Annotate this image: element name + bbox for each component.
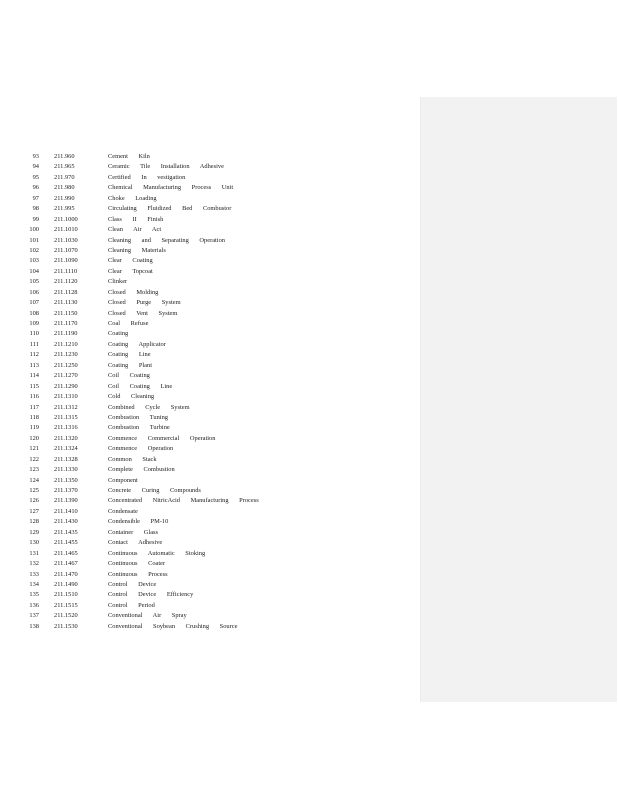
section-code: 211.1170 bbox=[54, 320, 78, 327]
defined-term: Coating bbox=[108, 330, 129, 338]
section-code: 211.1310 bbox=[54, 393, 78, 401]
defined-term: Cleaning and Separating Operation bbox=[108, 236, 225, 244]
row-number: 121 bbox=[29, 445, 39, 453]
defined-term: Coil Coating Line bbox=[108, 382, 173, 390]
list-row bbox=[0, 225, 410, 235]
defined-term: Condensate bbox=[108, 507, 138, 515]
defined-term: Clear Coating bbox=[108, 257, 153, 265]
list-row bbox=[0, 152, 410, 162]
list-row bbox=[0, 455, 410, 465]
row-number: 120 bbox=[29, 434, 39, 442]
defined-term: Closed Purge System bbox=[108, 299, 181, 307]
row-number: 124 bbox=[29, 476, 39, 484]
row-number: 107 bbox=[29, 299, 39, 307]
defined-term: Control Device bbox=[108, 580, 157, 588]
section-code: 211.1435 bbox=[54, 528, 78, 536]
list-row bbox=[0, 246, 410, 256]
row-number: 100 bbox=[29, 226, 39, 234]
section-code: 211.1030 bbox=[54, 236, 78, 244]
list-row bbox=[0, 549, 410, 559]
list-row bbox=[0, 559, 410, 569]
row-number: 111 bbox=[29, 340, 39, 348]
section-code: 211.1470 bbox=[54, 570, 78, 578]
defined-term: Clinker bbox=[108, 278, 128, 286]
row-number: 118 bbox=[29, 413, 39, 421]
section-code: 211.1010 bbox=[54, 226, 78, 234]
defined-term: Commence Commercial Operation bbox=[108, 434, 216, 442]
list-row bbox=[0, 194, 410, 204]
defined-term: Ceramic Tile Installation Adhesive bbox=[108, 163, 224, 171]
row-number: 98 bbox=[32, 205, 39, 213]
list-row bbox=[0, 486, 410, 496]
list-row bbox=[0, 309, 410, 319]
row-number: 94 bbox=[32, 163, 39, 171]
section-code: 211.1520 bbox=[54, 612, 78, 620]
section-code: 211.1328 bbox=[54, 455, 78, 463]
section-code: 211.1467 bbox=[54, 560, 78, 568]
row-number: 131 bbox=[29, 549, 39, 557]
defined-term: Coal Refuse bbox=[108, 320, 149, 327]
list-row bbox=[0, 403, 410, 413]
section-code: 211.1290 bbox=[54, 382, 78, 390]
section-code: 211.1370 bbox=[54, 487, 78, 494]
section-code: 211.1128 bbox=[54, 288, 78, 296]
defined-term: Closed Molding bbox=[108, 288, 159, 296]
section-code: 211.1390 bbox=[54, 497, 78, 505]
defined-term: Concentrated NitricAcid Manufacturing Process bbox=[108, 497, 259, 505]
row-number: 114 bbox=[29, 372, 39, 380]
section-code: 211.1465 bbox=[54, 549, 78, 557]
list-row bbox=[0, 465, 410, 475]
defined-term: Continuous Process bbox=[108, 570, 168, 578]
list-row bbox=[0, 538, 410, 548]
row-number: 125 bbox=[29, 487, 39, 494]
row-number: 127 bbox=[29, 507, 39, 515]
row-number: 134 bbox=[29, 580, 39, 588]
row-number: 136 bbox=[29, 601, 39, 609]
section-code: 211.1320 bbox=[54, 434, 78, 442]
row-number: 97 bbox=[32, 194, 39, 202]
row-number: 110 bbox=[29, 330, 39, 338]
section-code: 211.1270 bbox=[54, 372, 78, 380]
row-number: 137 bbox=[29, 612, 39, 620]
section-code: 211.1515 bbox=[54, 601, 78, 609]
row-number: 101 bbox=[29, 236, 39, 244]
list-row bbox=[0, 236, 410, 246]
defined-term: Control Period bbox=[108, 601, 155, 609]
section-code: 211.1150 bbox=[54, 309, 78, 317]
comment-margin-pane bbox=[420, 97, 617, 702]
list-row bbox=[0, 382, 410, 392]
section-code: 211.960 bbox=[54, 153, 75, 160]
defined-term: Combined Cycle System bbox=[108, 403, 190, 411]
row-number: 104 bbox=[29, 267, 39, 275]
row-number: 126 bbox=[29, 497, 39, 505]
defined-term: Coating Plant bbox=[108, 361, 152, 369]
row-number: 129 bbox=[29, 528, 39, 536]
row-number: 112 bbox=[29, 351, 39, 359]
defined-term: Cold Cleaning bbox=[108, 393, 155, 401]
row-number: 96 bbox=[32, 184, 39, 192]
defined-term: Continuous Automatic Stoking bbox=[108, 549, 206, 557]
defined-term: Choke Loading bbox=[108, 194, 157, 202]
section-code: 211.970 bbox=[54, 173, 75, 181]
row-number: 102 bbox=[29, 246, 39, 254]
defined-term: Concrete Curing Compounds bbox=[108, 487, 201, 494]
list-row bbox=[0, 622, 410, 632]
defined-term: Conventional Air Spray bbox=[108, 612, 187, 620]
row-number: 103 bbox=[29, 257, 39, 265]
section-code: 211.995 bbox=[54, 205, 75, 213]
row-number: 132 bbox=[29, 560, 39, 568]
defined-term: Contact Adhesive bbox=[108, 539, 163, 547]
list-row bbox=[0, 590, 410, 600]
section-code: 211.1490 bbox=[54, 580, 78, 588]
defined-term: Cleaning Materials bbox=[108, 246, 166, 254]
row-number: 115 bbox=[29, 382, 39, 390]
section-code: 211.1410 bbox=[54, 507, 78, 515]
row-number: 116 bbox=[29, 393, 39, 401]
list-row bbox=[0, 476, 410, 486]
section-code: 211.1130 bbox=[54, 299, 78, 307]
defined-term: Cement Kiln bbox=[108, 153, 150, 160]
defined-term: Combustion Turbine bbox=[108, 424, 170, 432]
list-row bbox=[0, 444, 410, 454]
defined-term: Clean Air Act bbox=[108, 226, 162, 234]
section-code: 211.1120 bbox=[54, 278, 78, 286]
list-row bbox=[0, 601, 410, 611]
list-row bbox=[0, 413, 410, 423]
section-code: 211.1330 bbox=[54, 466, 78, 474]
list-row bbox=[0, 611, 410, 621]
list-row bbox=[0, 204, 410, 214]
defined-term: Container Glass bbox=[108, 528, 158, 536]
section-code: 211.980 bbox=[54, 184, 75, 192]
list-row bbox=[0, 173, 410, 183]
list-row bbox=[0, 496, 410, 506]
row-number: 93 bbox=[32, 153, 39, 160]
section-code: 211.1312 bbox=[54, 403, 78, 411]
defined-term: Circulating Fluidized Bed Combustor bbox=[108, 205, 232, 213]
defined-term: Combustion Tuning bbox=[108, 413, 168, 421]
row-number: 138 bbox=[29, 622, 39, 630]
section-code: 211.1190 bbox=[54, 330, 78, 338]
row-number: 113 bbox=[29, 361, 39, 369]
list-row bbox=[0, 580, 410, 590]
section-code: 211.1230 bbox=[54, 351, 78, 359]
row-number: 133 bbox=[29, 570, 39, 578]
section-code: 211.1210 bbox=[54, 340, 78, 348]
section-code: 211.1316 bbox=[54, 424, 78, 432]
defined-term: Condensible PM-10 bbox=[108, 518, 169, 526]
list-row bbox=[0, 361, 410, 371]
list-row bbox=[0, 371, 410, 381]
section-code: 211.1530 bbox=[54, 622, 78, 630]
section-code: 211.1324 bbox=[54, 445, 78, 453]
row-number: 109 bbox=[29, 320, 39, 327]
section-code: 211.1510 bbox=[54, 591, 78, 599]
section-code: 211.990 bbox=[54, 194, 75, 202]
list-row bbox=[0, 340, 410, 350]
section-code: 211.1250 bbox=[54, 361, 78, 369]
defined-term: Conventional Soybean Crushing Source bbox=[108, 622, 238, 630]
section-code: 211.1000 bbox=[54, 215, 78, 223]
defined-term: Clear Topcoat bbox=[108, 267, 153, 275]
row-number: 130 bbox=[29, 539, 39, 547]
row-number: 99 bbox=[32, 215, 39, 223]
list-row bbox=[0, 183, 410, 193]
defined-term: Closed Vent System bbox=[108, 309, 178, 317]
defined-term: Control Device Efficiency bbox=[108, 591, 194, 599]
defined-term: Complete Combustion bbox=[108, 466, 175, 474]
defined-term: Coating Line bbox=[108, 351, 151, 359]
list-row bbox=[0, 507, 410, 517]
section-code: 211.1090 bbox=[54, 257, 78, 265]
defined-term: Component bbox=[108, 476, 138, 484]
list-row bbox=[0, 277, 410, 287]
section-code: 211.1110 bbox=[54, 267, 78, 275]
list-row bbox=[0, 570, 410, 580]
defined-term: Certified In vestigation bbox=[108, 173, 186, 181]
list-row bbox=[0, 392, 410, 402]
row-number: 122 bbox=[29, 455, 39, 463]
list-row bbox=[0, 423, 410, 433]
list-row bbox=[0, 288, 410, 298]
list-row bbox=[0, 215, 410, 225]
defined-term: Coating Applicator bbox=[108, 340, 166, 348]
row-number: 128 bbox=[29, 518, 39, 526]
row-number: 135 bbox=[29, 591, 39, 599]
list-row bbox=[0, 256, 410, 266]
row-number: 105 bbox=[29, 278, 39, 286]
section-code: 211.1315 bbox=[54, 413, 78, 421]
defined-term: Coil Coating bbox=[108, 372, 150, 380]
list-row bbox=[0, 350, 410, 360]
list-row bbox=[0, 517, 410, 527]
section-code: 211.1070 bbox=[54, 246, 78, 254]
defined-term: Commence Operation bbox=[108, 445, 174, 453]
row-number: 108 bbox=[29, 309, 39, 317]
defined-term: Common Stack bbox=[108, 455, 157, 463]
defined-term: Class II Finish bbox=[108, 215, 164, 223]
row-number: 106 bbox=[29, 288, 39, 296]
row-number: 117 bbox=[29, 403, 39, 411]
defined-term: Chemical Manufacturing Process Unit bbox=[108, 184, 234, 192]
section-code: 211.965 bbox=[54, 163, 75, 171]
section-code: 211.1350 bbox=[54, 476, 78, 484]
row-number: 123 bbox=[29, 466, 39, 474]
list-row bbox=[0, 434, 410, 444]
list-row bbox=[0, 528, 410, 538]
section-code: 211.1430 bbox=[54, 518, 78, 526]
list-row bbox=[0, 162, 410, 172]
list-row bbox=[0, 329, 410, 339]
section-code: 211.1455 bbox=[54, 539, 78, 547]
defined-term: Continuous Coater bbox=[108, 560, 166, 568]
list-row bbox=[0, 298, 410, 308]
row-number: 95 bbox=[32, 173, 39, 181]
row-number: 119 bbox=[29, 424, 39, 432]
list-row bbox=[0, 319, 410, 329]
definition-list bbox=[0, 152, 410, 632]
list-row bbox=[0, 267, 410, 277]
